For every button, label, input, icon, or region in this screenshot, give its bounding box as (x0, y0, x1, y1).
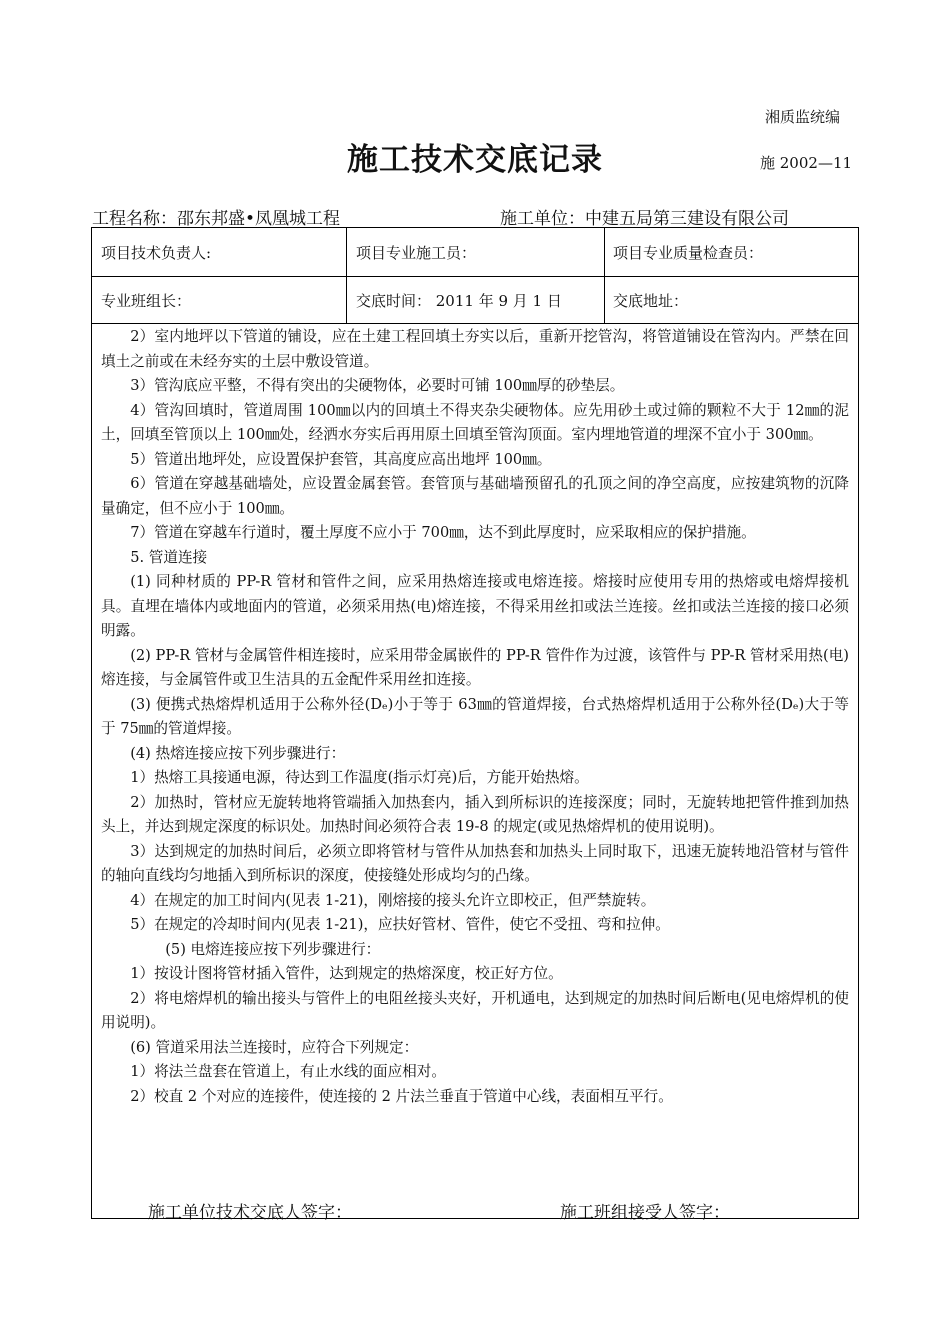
content-paragraph: (1) 同种材质的 PP-R 管材和管件之间，应采用热熔连接或电熔连接。熔接时应使用专用的热熔或电熔焊接机具。直埋在墙体内或地面内的管道，必须采用热(电)熔连接，不得采用丝扣或法兰连接。丝扣或法兰连接的接口必须明露。 (101, 573, 849, 639)
content-paragraph: 3）达到规定的加热时间后，必须立即将管材与管件从加热套和加热头上同时取下，迅速无旋转地沿管材与管件的轴向直线均匀地插入到所标识的深度，使接缝处形成均匀的凸缘。 (101, 842, 849, 884)
record-table (91, 227, 859, 1223)
content-paragraph: (2) PP-R 管材与金属管件相连接时，应采用带金属嵌件的 PP-R 管件作为过渡，该管件与 PP-R 管材采用热(电)熔连接，与金属管件或卫生洁具的五金配件采用丝扣连接。 (101, 646, 849, 688)
content-paragraph: 2）加热时，管材应无旋转地将管端插入加热套内，插入到所标识的连接深度；同时，无旋转地把管件推到加热头上，并达到规定深度的标识处。加热时间必须符合表 19-8 的规定(或见热熔焊机的使用说明)。 (101, 793, 849, 835)
content-paragraph: 3）管沟底应平整，不得有突出的尖硬物体，必要时可铺 100㎜厚的砂垫层。 (130, 377, 625, 394)
content-paragraph: 1）热熔工具接通电源，待达到工作温度(指示灯亮)后，方能开始热熔。 (130, 769, 589, 786)
content-paragraph: 4）在规定的加工时间内(见表 1-21)，刚熔接的接头允许立即校正，但严禁旋转。 (130, 891, 656, 909)
content-paragraph: 4）管沟回填时，管道周围 100㎜以内的回填土不得夹杂尖硬物体。应先用砂土或过筛的颗粒不大于 12㎜的泥土，回填至管顶以上 100㎜处，经洒水夯实后再用原土回填至管沟顶面。室内埋地管道的埋深不宜小于 300㎜。 (101, 401, 849, 443)
content-paragraph: (3) 便携式热熔焊机适用于公称外径(Dₑ)小于等于 63㎜的管道焊接，台式热熔焊机适用于公称外径(Dₑ)大于等于 75㎜的管道焊接。 (101, 695, 849, 737)
content-paragraph: 2）室内地坪以下管道的铺设，应在土建工程回填土夯实以后，重新开挖管沟，将管道铺设在管沟内。严禁在回填土之前或在未经夯实的土层中敷设管道。 (101, 328, 849, 370)
page-title: 施工技术交底记录 (347, 142, 603, 178)
receiver-signature: 施工班组接受人签字： (560, 1203, 730, 1223)
content-paragraph: (4) 热熔连接应按下列步骤进行： (130, 744, 346, 762)
column-divider (604, 228, 605, 323)
content-paragraph: 1）按设计图将管材插入管件，达到规定的热熔深度，校正好方位。 (130, 965, 563, 982)
discloser-signature: 施工单位技术交底人签字： (148, 1203, 352, 1223)
content-paragraph: 2）将电熔焊机的输出接头与管件上的电阻丝接头夹好，开机通电，达到规定的加热时间后断电(见电熔焊机的使用说明)。 (101, 989, 849, 1031)
disclosure-location-cell: 交底地址： (613, 292, 689, 310)
content-paragraph: 5）在规定的冷却时间内(见表 1-21)，应扶好管材、管件，使它不受扭、弯和拉伸。 (130, 916, 670, 933)
section-heading: 5. 管道连接 (130, 548, 208, 566)
row-divider (92, 323, 858, 324)
content-paragraph: 2）校直 2 个对应的连接件，使连接的 2 片法兰垂直于管道中心线，表面相互平行。 (130, 1087, 673, 1105)
row-divider (92, 276, 858, 277)
content-paragraph: (6) 管道采用法兰连接时，应符合下列规定： (130, 1038, 419, 1056)
content-paragraph: 7）管道在穿越车行道时，覆土厚度不应小于 700㎜，达不到此厚度时，应采取相应的保护措施。 (130, 524, 756, 541)
form-number: 施 2002—11 (760, 154, 853, 172)
editor-note: 湘质监统编 (764, 108, 840, 126)
project-name: 工程名称：邵东邦盛•凤凰城工程 (92, 209, 341, 229)
team-leader-cell: 专业班组长： (101, 292, 192, 310)
column-divider (346, 228, 347, 323)
content-paragraph: (5) 电熔连接应按下列步骤进行： (165, 940, 381, 958)
construction-staff-cell: 项目专业施工员： (356, 244, 477, 262)
content-body (101, 325, 849, 1109)
content-paragraph: 5）管道出地坪处，应设置保护套管，其高度应高出地坪 100㎜。 (130, 450, 552, 468)
construction-unit: 施工单位：中建五局第三建设有限公司 (500, 209, 789, 229)
disclosure-time-cell: 交底时间： 2011 年 9 月 1 日 (356, 292, 562, 310)
tech-lead-cell: 项目技术负责人: (101, 244, 212, 262)
content-paragraph: 6）管道在穿越基础墙处，应设置金属套管。套管顶与基础墙预留孔的孔顶之间的净空高度，应按建筑物的沉降量确定，但不应小于 100㎜。 (101, 475, 849, 517)
quality-inspector-cell: 项目专业质量检查员： (613, 244, 764, 262)
content-paragraph: 1）将法兰盘套在管道上，有止水线的面应相对。 (130, 1063, 446, 1080)
